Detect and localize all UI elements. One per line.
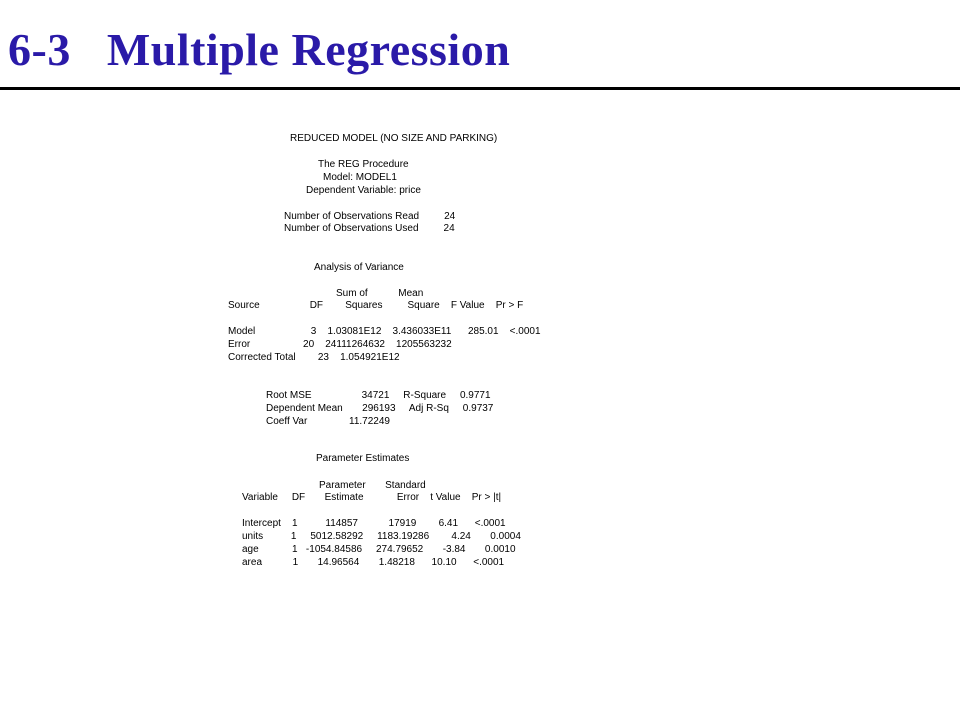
dependent-variable-line: Dependent Variable: price	[306, 185, 421, 196]
observations-read: Number of Observations Read 24	[284, 211, 456, 222]
anova-header-top: Sum of Mean	[336, 288, 424, 299]
parameter-row: age 1 -1054.84586 274.79652 -3.84 0.0010	[242, 544, 516, 555]
parameter-row: Intercept 1 114857 17919 6.41 <.0001	[242, 518, 506, 529]
observations-used: Number of Observations Used 24	[284, 223, 455, 234]
parameter-row: units 1 5012.58292 1183.19286 4.24 0.0004	[242, 531, 521, 542]
anova-row: Corrected Total 23 1.054921E12	[228, 352, 400, 363]
title-divider	[0, 87, 960, 90]
procedure-line: The REG Procedure	[318, 159, 409, 170]
parameter-estimates-title: Parameter Estimates	[316, 453, 410, 464]
anova-row: Error 20 24111264632 1205563232	[228, 339, 452, 350]
parameter-header: Variable DF Estimate Error t Value Pr > |t|	[242, 492, 502, 503]
parameter-header-top: Parameter Standard	[319, 480, 426, 491]
fit-stat-row: Dependent Mean 296193 Adj R-Sq 0.9737	[266, 403, 494, 414]
fit-stat-row: Root MSE 34721 R-Square 0.9771	[266, 390, 491, 401]
anova-row: Model 3 1.03081E12 3.436033E11 285.01 <.0001	[228, 326, 541, 337]
anova-title: Analysis of Variance	[314, 262, 404, 273]
output-heading: REDUCED MODEL (NO SIZE AND PARKING)	[290, 133, 498, 144]
parameter-row: area 1 14.96564 1.48218 10.10 <.0001	[242, 557, 505, 568]
slide-title: 6-3 Multiple Regression	[8, 24, 511, 75]
anova-header: Source DF Squares Square F Value Pr > F	[228, 300, 524, 311]
model-line: Model: MODEL1	[323, 172, 397, 183]
fit-stat-row: Coeff Var 11.72249	[266, 416, 390, 427]
